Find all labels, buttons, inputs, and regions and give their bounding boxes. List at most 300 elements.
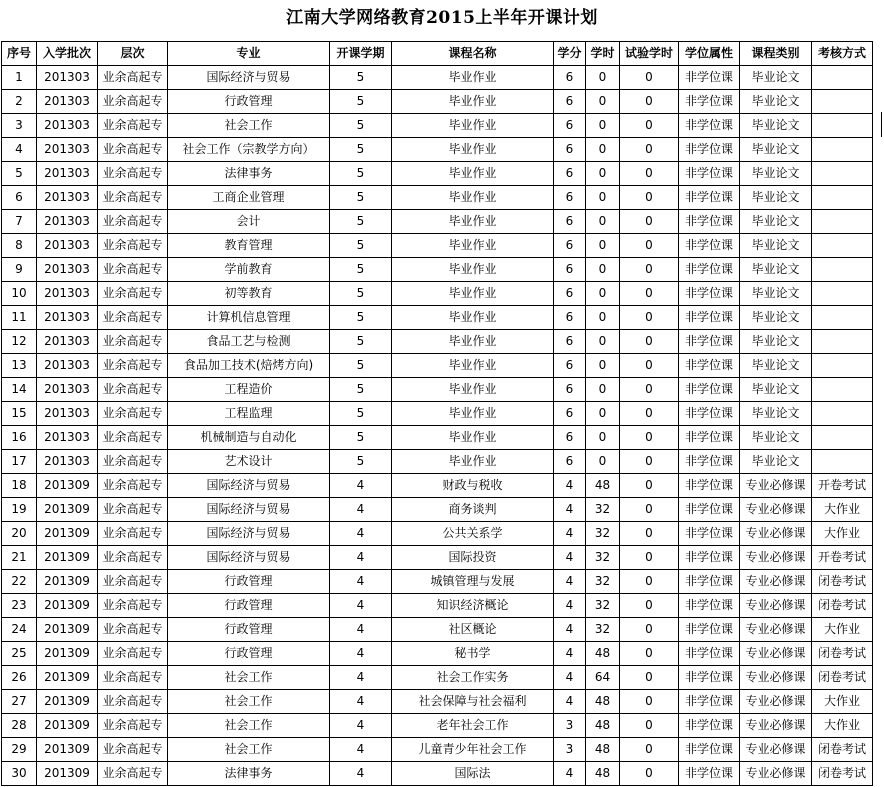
- cell-course: 公共关系学: [392, 522, 554, 546]
- cell-assessment: [812, 210, 873, 234]
- table-row: [2, 66, 873, 90]
- cell-lab-hours: 0: [620, 522, 679, 546]
- cell-degree: 非学位课: [679, 354, 740, 378]
- cell-category: 专业必修课: [740, 498, 812, 522]
- cell-semester: 5: [330, 330, 392, 354]
- cell-assessment: 闭卷考试: [812, 738, 873, 762]
- cell-index: 4: [2, 138, 37, 162]
- cell-hours: 48: [586, 690, 620, 714]
- cell-level: 业余高起专: [98, 426, 168, 450]
- cell-assessment: [812, 330, 873, 354]
- cell-assessment: [812, 402, 873, 426]
- cell-category: 毕业论文: [740, 90, 812, 114]
- cell-course: 毕业作业: [392, 138, 554, 162]
- cell-batch: 201309: [37, 690, 98, 714]
- cell-level: 业余高起专: [98, 522, 168, 546]
- cell-assessment: 大作业: [812, 690, 873, 714]
- table-row: [2, 138, 873, 162]
- cell-index: 3: [2, 114, 37, 138]
- cell-assessment: [812, 186, 873, 210]
- cell-course: 财政与税收: [392, 474, 554, 498]
- cell-major: 教育管理: [168, 234, 330, 258]
- cell-category: 毕业论文: [740, 282, 812, 306]
- cell-credits: 6: [554, 354, 586, 378]
- cell-index: 6: [2, 186, 37, 210]
- cell-hours: 0: [586, 330, 620, 354]
- header-col-degree: 学位属性: [679, 42, 740, 66]
- cell-degree: 非学位课: [679, 450, 740, 474]
- cell-major: 行政管理: [168, 90, 330, 114]
- cell-category: 专业必修课: [740, 522, 812, 546]
- cell-assessment: 大作业: [812, 714, 873, 738]
- table-row: [2, 378, 873, 402]
- header-col-lab-hours: 试验学时: [620, 42, 679, 66]
- cell-major: 计算机信息管理: [168, 306, 330, 330]
- cell-major: 食品加工技术(焙烤方向): [168, 354, 330, 378]
- table-row: [2, 186, 873, 210]
- cell-course: 老年社会工作: [392, 714, 554, 738]
- cell-hours: 0: [586, 378, 620, 402]
- cell-category: 毕业论文: [740, 330, 812, 354]
- cell-hours: 48: [586, 762, 620, 786]
- cell-hours: 48: [586, 738, 620, 762]
- cell-major: 社会工作: [168, 666, 330, 690]
- cell-hours: 0: [586, 186, 620, 210]
- cell-major: 行政管理: [168, 570, 330, 594]
- cell-degree: 非学位课: [679, 402, 740, 426]
- cell-semester: 4: [330, 690, 392, 714]
- cell-hours: 0: [586, 234, 620, 258]
- cell-semester: 5: [330, 426, 392, 450]
- cell-level: 业余高起专: [98, 570, 168, 594]
- cell-lab-hours: 0: [620, 666, 679, 690]
- cell-category: 专业必修课: [740, 618, 812, 642]
- cell-major: 法律事务: [168, 762, 330, 786]
- cell-batch: 201309: [37, 618, 98, 642]
- cell-batch: 201309: [37, 642, 98, 666]
- page-title: 江南大学网络教育2015上半年开课计划: [286, 8, 598, 28]
- cell-hours: 0: [586, 354, 620, 378]
- cell-level: 业余高起专: [98, 114, 168, 138]
- cell-assessment: [812, 234, 873, 258]
- cell-category: 专业必修课: [740, 690, 812, 714]
- cell-category: 毕业论文: [740, 66, 812, 90]
- cell-course: 毕业作业: [392, 306, 554, 330]
- cell-index: 17: [2, 450, 37, 474]
- cell-semester: 5: [330, 210, 392, 234]
- cell-credits: 6: [554, 426, 586, 450]
- cell-degree: 非学位课: [679, 474, 740, 498]
- cell-semester: 5: [330, 258, 392, 282]
- cell-course: 社会保障与社会福利: [392, 690, 554, 714]
- cell-index: 8: [2, 234, 37, 258]
- cell-major: 国际经济与贸易: [168, 546, 330, 570]
- cell-level: 业余高起专: [98, 546, 168, 570]
- cell-degree: 非学位课: [679, 234, 740, 258]
- table-row: [2, 522, 873, 546]
- table-row: [2, 450, 873, 474]
- cell-level: 业余高起专: [98, 618, 168, 642]
- cell-course: 毕业作业: [392, 186, 554, 210]
- cell-credits: 4: [554, 546, 586, 570]
- cell-hours: 32: [586, 618, 620, 642]
- cell-index: 26: [2, 666, 37, 690]
- cell-category: 毕业论文: [740, 186, 812, 210]
- cell-semester: 4: [330, 618, 392, 642]
- cell-semester: 4: [330, 666, 392, 690]
- cell-hours: 32: [586, 498, 620, 522]
- cell-hours: 0: [586, 138, 620, 162]
- cell-major: 国际经济与贸易: [168, 522, 330, 546]
- cell-credits: 4: [554, 498, 586, 522]
- cell-lab-hours: 0: [620, 162, 679, 186]
- cell-level: 业余高起专: [98, 210, 168, 234]
- cell-batch: 201309: [37, 570, 98, 594]
- cell-level: 业余高起专: [98, 234, 168, 258]
- table-row: [2, 570, 873, 594]
- cell-course: 毕业作业: [392, 66, 554, 90]
- cell-credits: 6: [554, 90, 586, 114]
- cell-batch: 201309: [37, 738, 98, 762]
- cell-batch: 201303: [37, 258, 98, 282]
- cell-index: 15: [2, 402, 37, 426]
- cell-index: 1: [2, 66, 37, 90]
- cell-semester: 5: [330, 162, 392, 186]
- cell-degree: 非学位课: [679, 522, 740, 546]
- table-row: [2, 282, 873, 306]
- cell-course: 城镇管理与发展: [392, 570, 554, 594]
- cell-lab-hours: 0: [620, 762, 679, 786]
- cell-degree: 非学位课: [679, 66, 740, 90]
- cell-category: 毕业论文: [740, 450, 812, 474]
- cell-lab-hours: 0: [620, 234, 679, 258]
- cell-semester: 4: [330, 738, 392, 762]
- cell-credits: 4: [554, 474, 586, 498]
- cell-credits: 4: [554, 570, 586, 594]
- cell-hours: 64: [586, 666, 620, 690]
- cell-assessment: [812, 450, 873, 474]
- table-row: [2, 666, 873, 690]
- cell-category: 专业必修课: [740, 714, 812, 738]
- cell-major: 初等教育: [168, 282, 330, 306]
- cell-index: 30: [2, 762, 37, 786]
- cell-assessment: 闭卷考试: [812, 594, 873, 618]
- cell-level: 业余高起专: [98, 738, 168, 762]
- cell-semester: 5: [330, 306, 392, 330]
- cell-category: 毕业论文: [740, 210, 812, 234]
- header-col-level: 层次: [98, 42, 168, 66]
- cell-batch: 201303: [37, 306, 98, 330]
- table-row: [2, 474, 873, 498]
- cell-major: 社会工作: [168, 690, 330, 714]
- cell-assessment: [812, 282, 873, 306]
- cell-assessment: 闭卷考试: [812, 762, 873, 786]
- cell-credits: 6: [554, 234, 586, 258]
- cell-semester: 5: [330, 90, 392, 114]
- cell-index: 23: [2, 594, 37, 618]
- cell-major: 艺术设计: [168, 450, 330, 474]
- cell-course: 毕业作业: [392, 450, 554, 474]
- cell-level: 业余高起专: [98, 498, 168, 522]
- cell-semester: 4: [330, 714, 392, 738]
- cell-semester: 5: [330, 114, 392, 138]
- cell-lab-hours: 0: [620, 618, 679, 642]
- cell-credits: 6: [554, 66, 586, 90]
- header-col-credits: 学分: [554, 42, 586, 66]
- cell-major: 工商企业管理: [168, 186, 330, 210]
- cell-credits: 3: [554, 714, 586, 738]
- cell-level: 业余高起专: [98, 378, 168, 402]
- cell-course: 毕业作业: [392, 234, 554, 258]
- cell-course: 儿童青少年社会工作: [392, 738, 554, 762]
- cell-batch: 201309: [37, 498, 98, 522]
- cell-hours: 0: [586, 282, 620, 306]
- cell-degree: 非学位课: [679, 138, 740, 162]
- cell-hours: 0: [586, 162, 620, 186]
- cell-assessment: 开卷考试: [812, 474, 873, 498]
- cell-hours: 32: [586, 570, 620, 594]
- cell-batch: 201303: [37, 402, 98, 426]
- table-row: [2, 690, 873, 714]
- cell-lab-hours: 0: [620, 570, 679, 594]
- cell-course: 毕业作业: [392, 210, 554, 234]
- cell-major: 机械制造与自动化: [168, 426, 330, 450]
- cell-index: 27: [2, 690, 37, 714]
- header-col-course: 课程名称: [392, 42, 554, 66]
- cell-hours: 0: [586, 90, 620, 114]
- cell-assessment: 大作业: [812, 498, 873, 522]
- cell-batch: 201303: [37, 162, 98, 186]
- table-row: [2, 714, 873, 738]
- cell-major: 行政管理: [168, 618, 330, 642]
- cell-course: 毕业作业: [392, 378, 554, 402]
- cell-credits: 4: [554, 666, 586, 690]
- cell-semester: 5: [330, 138, 392, 162]
- cell-lab-hours: 0: [620, 114, 679, 138]
- cell-major: 国际经济与贸易: [168, 498, 330, 522]
- cell-credits: 6: [554, 210, 586, 234]
- cell-credits: 4: [554, 522, 586, 546]
- cell-course: 毕业作业: [392, 258, 554, 282]
- cell-batch: 201309: [37, 474, 98, 498]
- cell-degree: 非学位课: [679, 498, 740, 522]
- cell-level: 业余高起专: [98, 330, 168, 354]
- cell-index: 5: [2, 162, 37, 186]
- cell-assessment: [812, 426, 873, 450]
- cell-credits: 6: [554, 402, 586, 426]
- cell-semester: 4: [330, 594, 392, 618]
- cell-degree: 非学位课: [679, 762, 740, 786]
- cell-hours: 0: [586, 66, 620, 90]
- cell-degree: 非学位课: [679, 306, 740, 330]
- cell-semester: 5: [330, 402, 392, 426]
- cell-hours: 32: [586, 594, 620, 618]
- cell-major: 工程监理: [168, 402, 330, 426]
- cell-assessment: [812, 378, 873, 402]
- cell-index: 28: [2, 714, 37, 738]
- cell-category: 专业必修课: [740, 570, 812, 594]
- cell-hours: 48: [586, 714, 620, 738]
- cell-hours: 0: [586, 210, 620, 234]
- cell-level: 业余高起专: [98, 90, 168, 114]
- table-row: [2, 618, 873, 642]
- cell-category: 专业必修课: [740, 594, 812, 618]
- cell-batch: 201303: [37, 66, 98, 90]
- cell-category: 专业必修课: [740, 642, 812, 666]
- cell-category: 毕业论文: [740, 138, 812, 162]
- cell-lab-hours: 0: [620, 498, 679, 522]
- cell-semester: 5: [330, 186, 392, 210]
- table-row: [2, 642, 873, 666]
- cell-hours: 0: [586, 306, 620, 330]
- cell-credits: 6: [554, 282, 586, 306]
- cell-batch: 201303: [37, 90, 98, 114]
- cell-degree: 非学位课: [679, 330, 740, 354]
- cell-credits: 6: [554, 330, 586, 354]
- cell-index: 9: [2, 258, 37, 282]
- cell-semester: 5: [330, 234, 392, 258]
- cell-assessment: 大作业: [812, 522, 873, 546]
- cell-batch: 201309: [37, 762, 98, 786]
- cell-hours: 0: [586, 402, 620, 426]
- cell-index: 16: [2, 426, 37, 450]
- cell-major: 法律事务: [168, 162, 330, 186]
- cell-course: 毕业作业: [392, 282, 554, 306]
- cell-degree: 非学位课: [679, 738, 740, 762]
- cell-lab-hours: 0: [620, 546, 679, 570]
- cell-lab-hours: 0: [620, 354, 679, 378]
- cell-batch: 201303: [37, 138, 98, 162]
- cell-course: 毕业作业: [392, 402, 554, 426]
- cell-degree: 非学位课: [679, 282, 740, 306]
- header-col-batch: 入学批次: [37, 42, 98, 66]
- cell-lab-hours: 0: [620, 714, 679, 738]
- cell-batch: 201303: [37, 426, 98, 450]
- cell-hours: 48: [586, 642, 620, 666]
- cell-assessment: 开卷考试: [812, 546, 873, 570]
- cell-assessment: [812, 138, 873, 162]
- cell-level: 业余高起专: [98, 306, 168, 330]
- cell-major: 行政管理: [168, 594, 330, 618]
- cell-assessment: [812, 306, 873, 330]
- table-row: [2, 162, 873, 186]
- cell-assessment: [812, 258, 873, 282]
- cell-lab-hours: 0: [620, 378, 679, 402]
- cell-credits: 6: [554, 138, 586, 162]
- cell-lab-hours: 0: [620, 738, 679, 762]
- cell-category: 毕业论文: [740, 114, 812, 138]
- cell-lab-hours: 0: [620, 186, 679, 210]
- cell-credits: 6: [554, 258, 586, 282]
- cell-degree: 非学位课: [679, 594, 740, 618]
- header-col-hours: 学时: [586, 42, 620, 66]
- cell-degree: 非学位课: [679, 546, 740, 570]
- cell-semester: 4: [330, 498, 392, 522]
- table-row: [2, 402, 873, 426]
- cell-credits: 3: [554, 738, 586, 762]
- cell-credits: 4: [554, 594, 586, 618]
- cell-assessment: [812, 90, 873, 114]
- cell-semester: 4: [330, 762, 392, 786]
- cell-credits: 6: [554, 114, 586, 138]
- cell-lab-hours: 0: [620, 642, 679, 666]
- cell-lab-hours: 0: [620, 66, 679, 90]
- cell-degree: 非学位课: [679, 378, 740, 402]
- cell-category: 专业必修课: [740, 546, 812, 570]
- cell-semester: 4: [330, 474, 392, 498]
- header-col-category: 课程类别: [740, 42, 812, 66]
- cell-index: 12: [2, 330, 37, 354]
- table-row: [2, 114, 873, 138]
- cell-level: 业余高起专: [98, 66, 168, 90]
- table-header-row: [2, 42, 873, 66]
- cell-course: 社区概论: [392, 618, 554, 642]
- cell-batch: 201303: [37, 330, 98, 354]
- cell-semester: 4: [330, 642, 392, 666]
- cell-credits: 4: [554, 642, 586, 666]
- cell-semester: 5: [330, 354, 392, 378]
- cell-assessment: [812, 162, 873, 186]
- cell-lab-hours: 0: [620, 474, 679, 498]
- cell-credits: 4: [554, 618, 586, 642]
- cell-hours: 0: [586, 426, 620, 450]
- cell-credits: 6: [554, 378, 586, 402]
- cell-major: 国际经济与贸易: [168, 474, 330, 498]
- cell-lab-hours: 0: [620, 450, 679, 474]
- cell-hours: 0: [586, 258, 620, 282]
- cell-category: 毕业论文: [740, 258, 812, 282]
- cell-degree: 非学位课: [679, 690, 740, 714]
- cell-batch: 201303: [37, 282, 98, 306]
- cell-lab-hours: 0: [620, 690, 679, 714]
- cell-level: 业余高起专: [98, 762, 168, 786]
- cell-credits: 6: [554, 186, 586, 210]
- cell-level: 业余高起专: [98, 714, 168, 738]
- cell-batch: 201303: [37, 378, 98, 402]
- cell-major: 社会工作: [168, 714, 330, 738]
- cell-batch: 201309: [37, 546, 98, 570]
- cell-degree: 非学位课: [679, 258, 740, 282]
- cell-credits: 4: [554, 762, 586, 786]
- cell-index: 13: [2, 354, 37, 378]
- cell-degree: 非学位课: [679, 426, 740, 450]
- cell-category: 专业必修课: [740, 666, 812, 690]
- cell-level: 业余高起专: [98, 594, 168, 618]
- table-row: [2, 234, 873, 258]
- cell-level: 业余高起专: [98, 402, 168, 426]
- table-row: [2, 738, 873, 762]
- cell-lab-hours: 0: [620, 306, 679, 330]
- cell-level: 业余高起专: [98, 258, 168, 282]
- cell-major: 学前教育: [168, 258, 330, 282]
- cell-course: 毕业作业: [392, 114, 554, 138]
- cell-category: 毕业论文: [740, 378, 812, 402]
- cell-level: 业余高起专: [98, 450, 168, 474]
- cell-credits: 6: [554, 162, 586, 186]
- cell-assessment: 闭卷考试: [812, 570, 873, 594]
- cell-degree: 非学位课: [679, 90, 740, 114]
- cell-lab-hours: 0: [620, 258, 679, 282]
- cell-index: 20: [2, 522, 37, 546]
- cell-level: 业余高起专: [98, 474, 168, 498]
- header-col-assessment: 考核方式: [812, 42, 873, 66]
- cell-degree: 非学位课: [679, 186, 740, 210]
- cell-index: 21: [2, 546, 37, 570]
- cell-course: 知识经济概论: [392, 594, 554, 618]
- cell-course: 毕业作业: [392, 90, 554, 114]
- table-row: [2, 498, 873, 522]
- cell-index: 10: [2, 282, 37, 306]
